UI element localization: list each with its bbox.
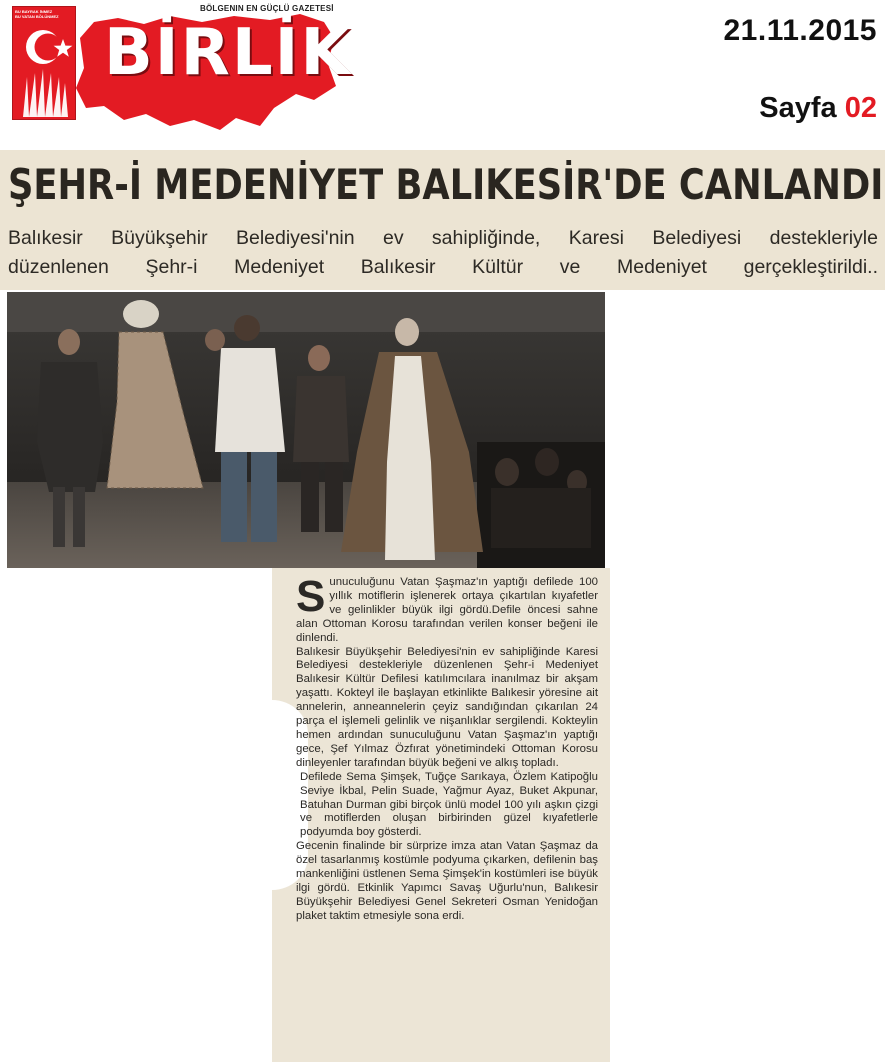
article-spot: [8, 224, 878, 282]
paragraph-2: Balıkesir Büyükşehir Belediyesi'nin ev sahipliğinde Karesi Belediyesi destekleriyle düzenlenen Şehr-i Medeniyet Balıkesir Kültür Defilesi katılımcılara inanılmaz bir akşam yaşattı. Kokteyl ile başlayan etkinlikte Balıkesir yöresine ait annelerin, anneannelerin çeyiz sandığından çıkarılan 24 parça el işlemeli gelinlik ve nişanlıklar sergilendi. Kokteylin hemen ardından sunuculuğunu Vatan Şaşmaz'ın yaptığı gece, Şef Yılmaz Özfırat yönetimindeki Ottoman Korosu dinleyenler tarafından büyük beğeni ve alkış topladı.: [296, 645, 598, 769]
article-headline: ŞEHR-İ MEDENİYET BALIKESİR'DE CANLANDI: [8, 160, 884, 209]
paragraph-4: Gecenin finalinde bir sürprize imza atan Vatan Şaşmaz da özel tasarlanmış kostümle podyuma çıkarken, defilenin baş mankenliğini üstlenen Sema Şimşek'in kostümleri ise büyük ilgi gördü. Etkinlik Yapımcı Savaş Uğurlu'nun, Balıkesir Büyükşehir Belediyesi Genel Sekreteri Osman Yenidoğan plaket taktim etmesiyle sona erdi.: [296, 840, 598, 922]
article-body: [296, 572, 598, 924]
flag-emblem: [12, 6, 76, 120]
paragraph-1: Sunuculuğunu Vatan Şaşmaz'ın yaptığı defilede 100 yıllık motiflerin işlenerek ortaya çıkartılan kıyafetler ve gelinlikler büyük ilgi gördü.Defile öncesi sahne alan Ottoman Korosu tarafından verilen konser beğeni ile dinlendi.: [296, 572, 598, 644]
runway-photo-illustration: [7, 292, 605, 568]
fashion-show-photo: [7, 292, 605, 568]
crescent-star-icon: [13, 7, 77, 121]
tagline: BÖLGENIN EN GÜÇLÜ GAZETESİ: [200, 4, 334, 13]
flag-caption: BU BAYRAK İNMEZ BU VATAN BÖLÜNMEZ: [15, 9, 59, 19]
spot-line-1: Balıkesir Büyükşehir Belediyesi'nin ev sahipliğinde, Karesi Belediyesi destekleriyle: [8, 227, 878, 249]
issue-date: 21.11.2015: [723, 14, 877, 47]
drop-cap: S: [296, 572, 326, 621]
page-number: Sayfa 02: [759, 92, 877, 124]
masthead: [8, 2, 353, 132]
paragraph-3: Defilede Sema Şimşek, Tuğçe Sarıkaya, Özlem Katipoğlu Seviye İkbal, Pelin Suade, Yağmur Ayaz, Buket Akpunar, Batuhan Durman gibi birçok ünlü model 100 yılı aşkın çizgi ve motiflerden oluşan birbirinden güzel kıyafetlerle podyumda boy gösterdi.: [300, 770, 598, 839]
newspaper-logo: BİRLİK: [104, 16, 353, 90]
spot-line-2: düzenlenen Şehr-i Medeniyet Balıkesir Kültür ve Medeniyet gerçekleştirildi..: [8, 256, 878, 278]
